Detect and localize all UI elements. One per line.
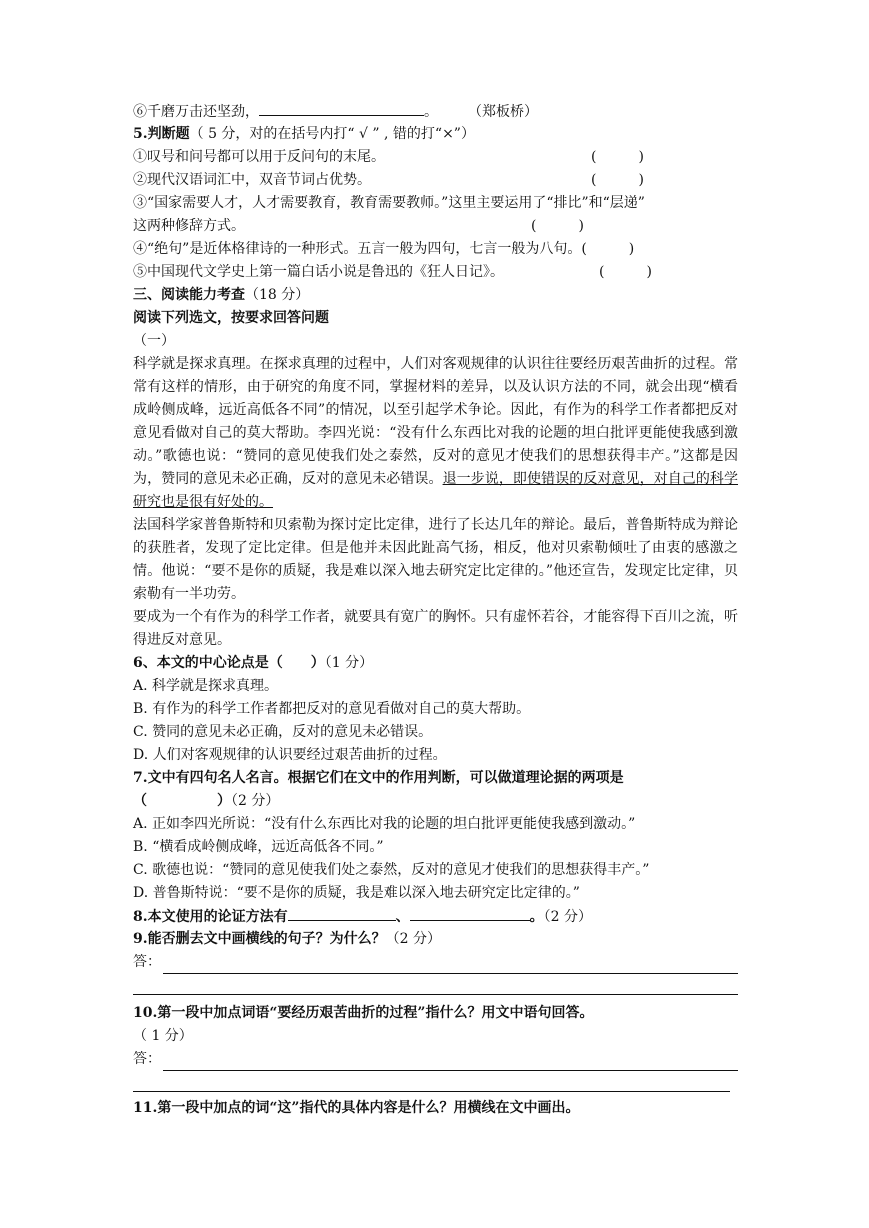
q9-stem-text: 9.能否删去文中画横线的句子？为什么？ bbox=[133, 931, 386, 947]
q6-option-b[interactable]: B. 有作为的科学工作者都把反对的意见看做对自己的莫大帮助。 bbox=[133, 701, 531, 717]
q5-title: 5.判断题 bbox=[133, 126, 190, 142]
q5-item-4-text: ④“绝句”是近体格律诗的一种形式。五言一般为四句，七言一般为八句。( ) bbox=[133, 241, 635, 257]
q6-stem-text: 6、本文的中心论点是（ ） bbox=[133, 655, 325, 671]
q5-item-5-text: ⑤中国现代文学史上第一篇白话小说是鲁迅的《狂人日记》。 bbox=[133, 264, 504, 280]
passage-paragraph-1-text: 科学就是探求真理。在探求真理的过程中，人们对客观规律的认识往往要经历艰苦曲折的过程。常常有这样的情形，由于研究的角度不同，掌握材料的差异，以及认识方法的不同，就会出现“横看成岭侧成峰，远近高低各不同”的情况，以至引起学术争论。因此，有作为的科学工作者都把反对意见看做对自己的莫大帮助。李四光说：“没有什么东西比对我的论题的坦白批评更能使我感到激动。”歌德也说：“赞同的意见使我们处之泰然，反对的意见才使我们的思想获得丰产。”这都是因为，赞同的意见未必正确，反对的意见未必错误。 bbox=[133, 356, 738, 487]
q9-answer-line-2[interactable] bbox=[133, 974, 738, 995]
document-content bbox=[133, 100, 738, 1120]
q6-score: （1 分） bbox=[324, 655, 374, 671]
q10-answer-label: 答： bbox=[133, 1051, 161, 1067]
q7-option-b[interactable]: B. “横看成岭侧成峰，远近高低各不同。” bbox=[133, 839, 384, 855]
q4-item-6 bbox=[133, 100, 738, 123]
q11-stem: 11.第一段中加点的词“这”指代的具体内容是什么？用横线在文中画出。 bbox=[133, 1100, 580, 1116]
q9-score: （2 分） bbox=[385, 931, 441, 947]
section-3-title: 三、阅读能力考查 bbox=[133, 287, 245, 303]
q5-item-3-cont-text: 这两种修辞方式。 bbox=[133, 218, 245, 234]
q6-stem bbox=[133, 652, 738, 675]
q8-blank-2[interactable] bbox=[410, 905, 530, 921]
q5-item-1 bbox=[133, 146, 738, 169]
section-3-instruction: 阅读下列选文，按要求回答问题 bbox=[133, 310, 329, 326]
q7-score: （2 分） bbox=[231, 793, 280, 809]
q5-item-3-text: ③“国家需要人才，人才需要教育，教育需要教师。”这里主要运用了“排比”和“层递” bbox=[133, 195, 645, 211]
q5-item-1-text: ①叹号和问号都可以用于反问句的末尾。 bbox=[133, 149, 385, 165]
q10-stem: 10.第一段中加点词语“要经历艰苦曲折的过程”指什么？用文中语句回答。 bbox=[133, 1005, 594, 1021]
q7-option-d[interactable]: D. 普鲁斯特说：“要不是你的质疑，我是难以深入地去研究定比定律的。” bbox=[133, 885, 580, 901]
q7-stem: 7.文中有四句名人名言。根据它们在文中的作用判断，可以做道理论据的两项是 bbox=[133, 770, 624, 786]
q9-answer-line[interactable] bbox=[163, 957, 738, 974]
section-3-score: （18 分） bbox=[245, 287, 310, 303]
q6-option-d[interactable]: D. 人们对客观规律的认识要经过艰苦曲折的过程。 bbox=[133, 747, 447, 763]
q5-item-3-paren[interactable]: ( ) bbox=[531, 218, 584, 234]
q8-separator: 、 bbox=[395, 909, 410, 925]
q6-option-c[interactable]: C. 赞同的意见未必正确，反对的意见未必错误。 bbox=[133, 724, 433, 740]
q5-item-5-paren[interactable]: ( ) bbox=[599, 264, 652, 280]
q4-item-6-text: ⑥千磨万击还坚劲， bbox=[133, 104, 259, 120]
q8-score: （2 分） bbox=[543, 909, 592, 925]
q5-item-1-paren[interactable]: ( ) bbox=[591, 149, 644, 165]
q9-answer-row bbox=[133, 951, 738, 974]
q6-option-a[interactable]: A. 科学就是探求真理。 bbox=[133, 678, 279, 694]
q7-paren[interactable]: （ ） bbox=[133, 793, 231, 809]
q5-item-4 bbox=[133, 238, 738, 261]
section-3-part: （一） bbox=[133, 333, 175, 349]
passage-underlined-sentence: 退一步说，即使错误的反对意见，对自己的科学研究也是很有好处的。 bbox=[133, 471, 739, 510]
q8-stem: 8.本文使用的论证方法有 bbox=[133, 909, 288, 925]
passage-paragraph-3: 要成为一个有作为的科学工作者，就要具有宽广的胸怀。只有虚怀若谷，才能容得下百川之流，听得进反对意见。 bbox=[133, 609, 738, 648]
q5-item-3 bbox=[133, 192, 738, 215]
q7-option-a[interactable]: A. 正如李四光所说：“没有什么东西比对我的论题的坦白批评更能使我感到激动。” bbox=[133, 816, 636, 832]
q10-answer-line-2[interactable] bbox=[133, 1071, 730, 1092]
q5-instruction: （ 5 分，对的在括号内打“ √ ” , 错的打“×”） bbox=[189, 126, 475, 142]
passage-paragraph-2: 法国科学家普鲁斯特和贝索勒为探讨定比定律，进行了长达几年的辩论。最后，普鲁斯特成为辩论的获胜者，发现了定比定律。但是他并未因此趾高气扬，相反，他对贝索勒倾吐了由衷的感激之情。他说：“要不是你的质疑，我是难以深入地去研究定比定律的。”他还宣告，发现定比定律，贝索勒有一半功劳。 bbox=[133, 517, 738, 602]
q5-item-3-cont bbox=[133, 215, 738, 238]
q9-stem bbox=[133, 928, 738, 951]
q9-answer-label: 答： bbox=[133, 954, 161, 970]
q8-end: 。 bbox=[529, 909, 544, 925]
passage-paragraph-1 bbox=[133, 353, 738, 514]
q8 bbox=[133, 905, 738, 928]
section-3-header bbox=[133, 284, 738, 307]
q10-answer-row bbox=[133, 1048, 738, 1071]
q7-option-c[interactable]: C. 歌德也说：“赞同的意见使我们处之泰然，反对的意见才使我们的思想获得丰产。” bbox=[133, 862, 650, 878]
q5-item-2-paren[interactable]: ( ) bbox=[591, 172, 644, 188]
q5-item-2 bbox=[133, 169, 738, 192]
q5-header bbox=[133, 123, 738, 146]
q7-answer-line bbox=[133, 790, 738, 813]
q4-item-6-author: （郑板桥） bbox=[468, 104, 538, 120]
q4-item-6-end: 。 bbox=[424, 104, 438, 120]
q5-item-5 bbox=[133, 261, 738, 284]
q4-item-6-blank[interactable] bbox=[259, 100, 424, 116]
q10-answer-line[interactable] bbox=[163, 1054, 738, 1071]
q8-blank-1[interactable] bbox=[288, 905, 396, 921]
q10-score: （ 1 分） bbox=[133, 1028, 193, 1044]
q5-item-2-text: ②现代汉语词汇中，双音节词占优势。 bbox=[133, 172, 371, 188]
